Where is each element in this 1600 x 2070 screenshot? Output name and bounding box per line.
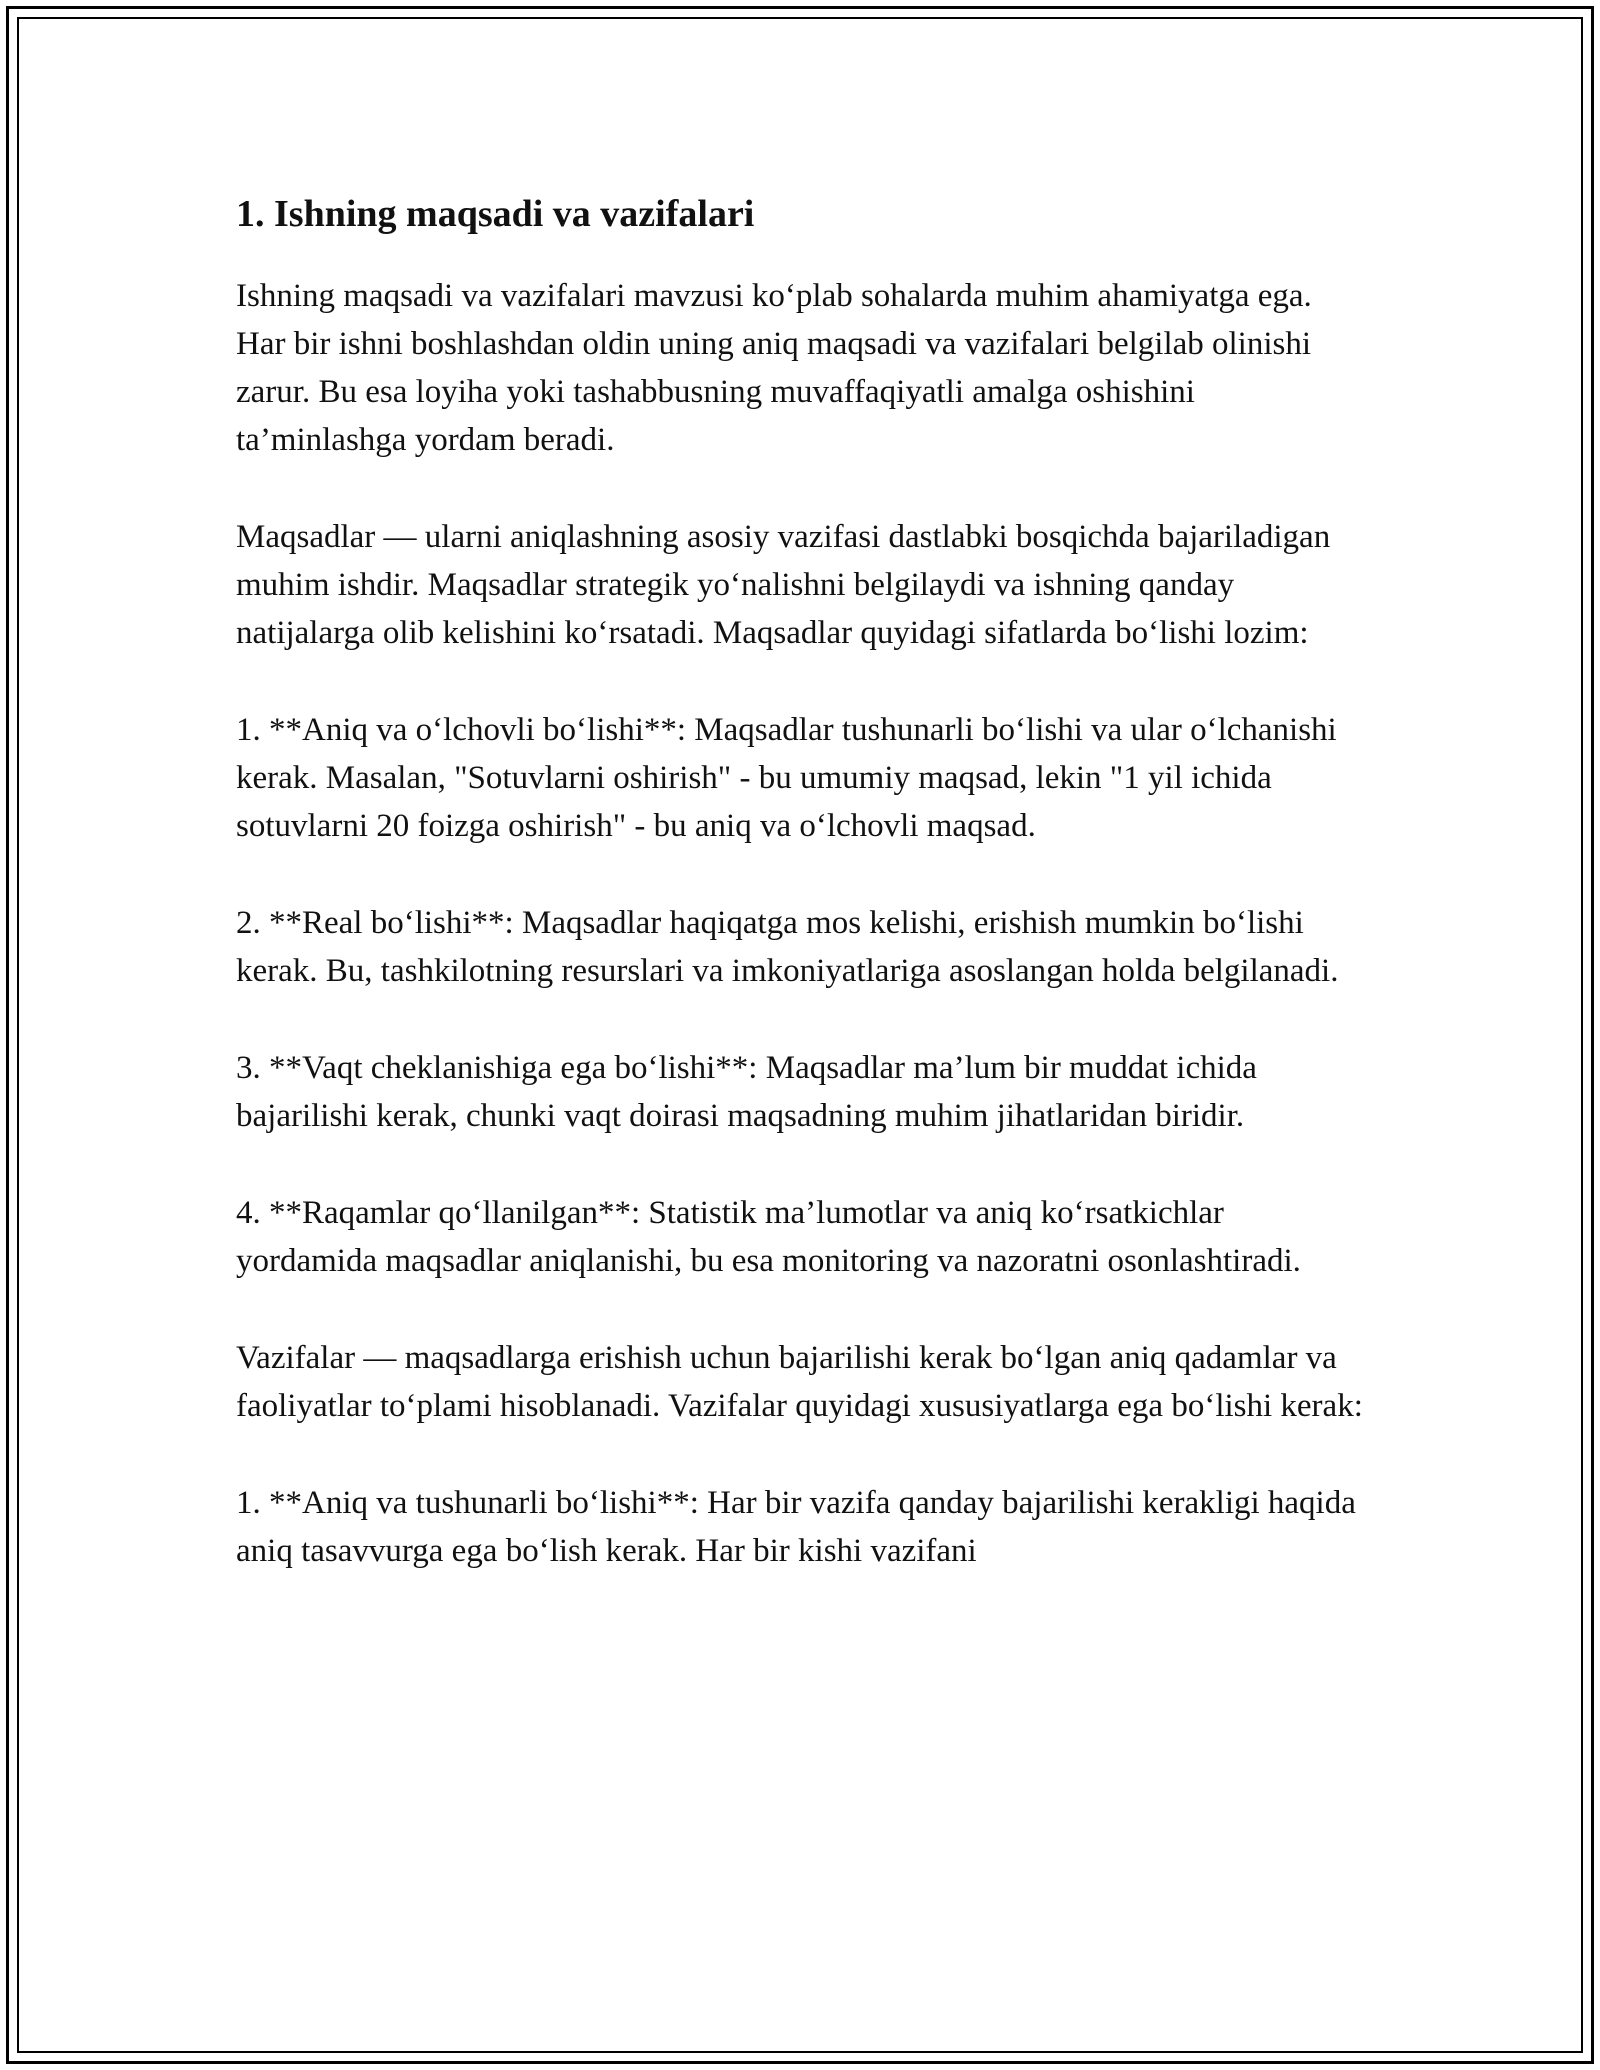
list-item-goal-4: 4. **Raqamlar qo‘llanilgan**: Statistik ma’lumotlar va aniq ko‘rsatkichlar yordamida maqsadlar aniqlanishi, bu esa monitoring va nazoratni osonlashtiradi. [236, 1195, 1301, 1279]
paragraph-intro: Ishning maqsadi va vazifalari mavzusi ko‘plab sohalarda muhim ahamiyatga ega. Har bir ishni boshlashdan oldin uning aniq maqsadi va vazifalari belgilab olinishi zarur. Bu esa loyiha yoki tashabbusning muvaffaqiyatli amalga oshishini ta’minlashga yordam beradi. [236, 278, 1312, 458]
list-item-goal-2: 2. **Real bo‘lishi**: Maqsadlar haqiqatga mos kelishi, erishish mumkin bo‘lishi kerak. Bu, tashkilotning resurslari va imkoniyatlariga asoslangan holda belgilanadi. [236, 905, 1339, 989]
list-item-goal-3: 3. **Vaqt cheklanishiga ega bo‘lishi**: Maqsadlar ma’lum bir muddat ichida bajarilishi kerak, chunki vaqt doirasi maqsadning muhim jihatlaridan biridir. [236, 1050, 1257, 1134]
list-item-task-1: 1. **Aniq va tushunarli bo‘lishi**: Har bir vazifa qanday bajarilishi kerakligi haqida aniq tasavvurga ega bo‘lish kerak. Har bir kishi vazifani [236, 1485, 1356, 1569]
paragraph-goals: Maqsadlar — ularni aniqlashning asosiy vazifasi dastlabki bosqichda bajariladigan muhim ishdir. Maqsadlar strategik yo‘nalishni belgilaydi va ishning qanday natijalarga olib kelishini ko‘rsatadi. Maqsadlar quyidagi sifatlarda bo‘lishi lozim: [236, 519, 1331, 651]
document-body [236, 186, 1366, 1575]
section-heading: 1. Ishning maqsadi va vazifalari [236, 193, 755, 235]
paragraph-tasks: Vazifalar — maqsadlarga erishish uchun bajarilishi kerak bo‘lgan aniq qadamlar va faoliyatlar to‘plami hisoblanadi. Vazifalar quyidagi xususiyatlarga ega bo‘lishi kerak: [236, 1340, 1363, 1424]
list-item-goal-1: 1. **Aniq va o‘lchovli bo‘lishi**: Maqsadlar tushunarli bo‘lishi va ular o‘lchanishi kerak. Masalan, "Sotuvlarni oshirish" - bu umumiy maqsad, lekin "1 yil ichida sotuvlarni 20 foizga oshirish" - bu aniq va o‘lchovli maqsad. [236, 712, 1337, 844]
